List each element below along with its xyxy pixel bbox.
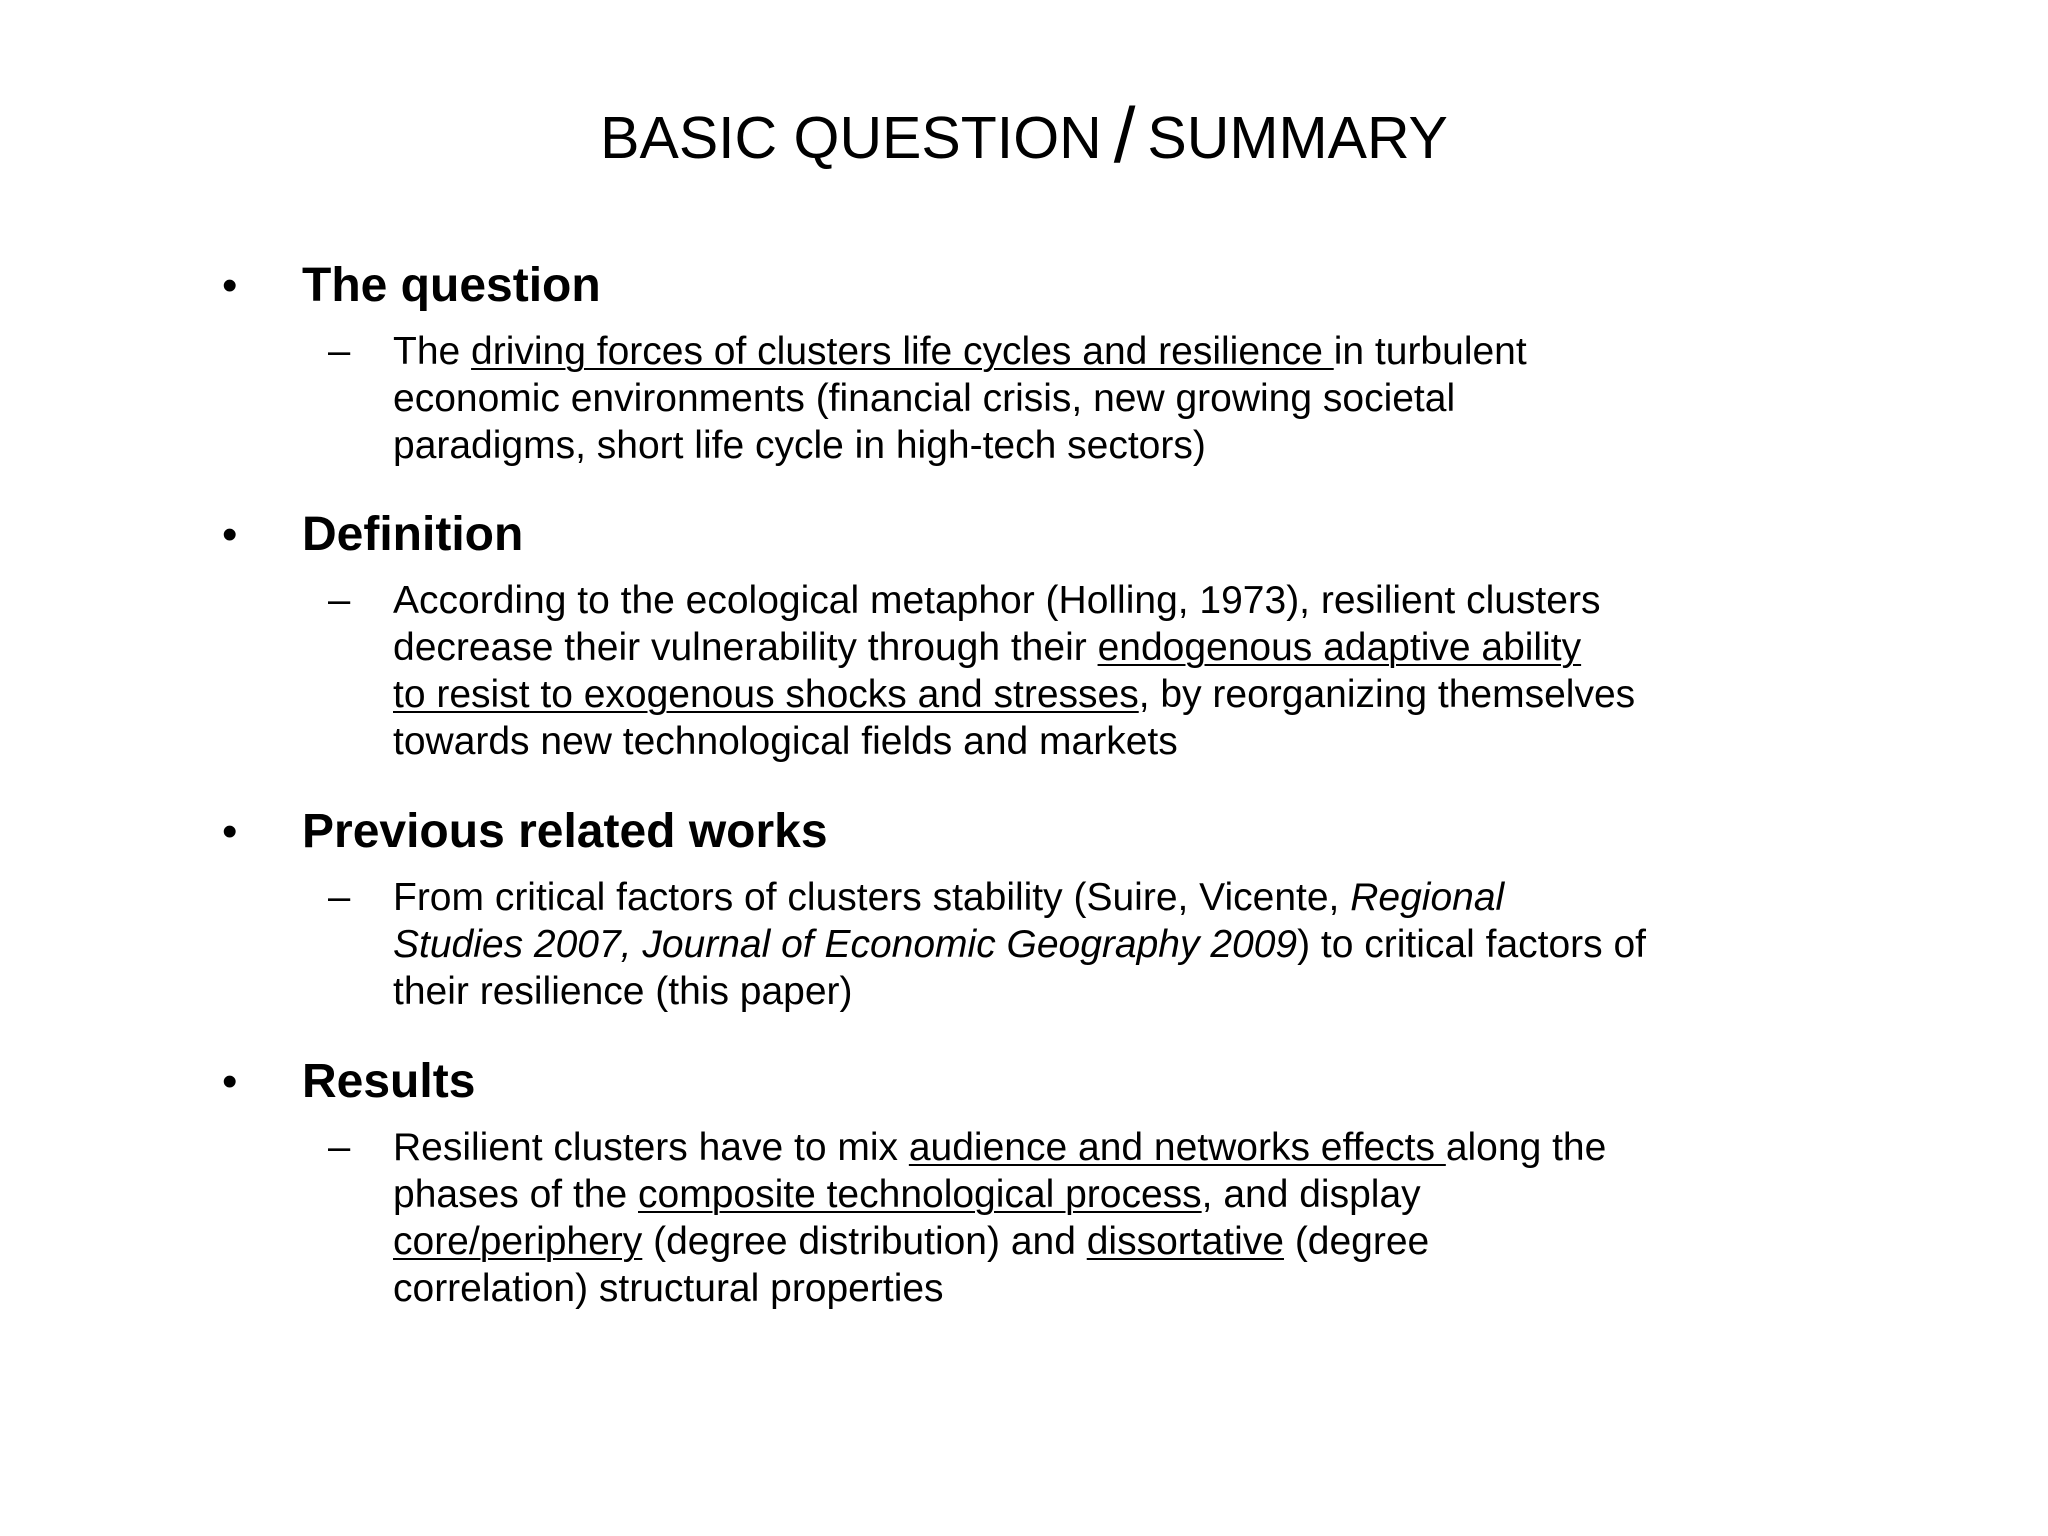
body-line: towards new technological fields and markets bbox=[393, 720, 1178, 763]
body-line: According to the ecological metaphor (Holling, 1973), resilient clusters bbox=[393, 579, 1601, 622]
dash-icon: – bbox=[328, 1125, 351, 1169]
body-line bbox=[393, 328, 1843, 375]
section-heading-results: Results bbox=[302, 1055, 476, 1108]
bullet-icon: • bbox=[222, 261, 238, 310]
text-run: along the bbox=[1445, 1126, 1607, 1169]
body-line bbox=[393, 671, 1843, 718]
body-line bbox=[393, 1171, 1843, 1218]
underlined-text: dissortative bbox=[1086, 1220, 1284, 1263]
slide-title-slash: / bbox=[1113, 91, 1136, 179]
underlined-text: to resist to exogenous shocks and stresses bbox=[393, 673, 1139, 716]
underlined-text: endogenous adaptive ability bbox=[1097, 626, 1582, 669]
underlined-text: composite technological process bbox=[638, 1173, 1202, 1216]
section-body-question bbox=[393, 328, 1843, 469]
slide-title bbox=[0, 92, 2048, 181]
underlined-text: driving forces of clusters life cycles and resilience bbox=[471, 330, 1334, 373]
text-run: in turbulent bbox=[1333, 330, 1527, 373]
dash-icon: – bbox=[328, 578, 351, 622]
body-line bbox=[393, 1218, 1843, 1265]
text-run: The bbox=[393, 330, 472, 373]
section-body-definition bbox=[393, 577, 1843, 765]
slide-title-part2: SUMMARY bbox=[1147, 105, 1448, 171]
underlined-text: audience and networks effects bbox=[908, 1126, 1446, 1169]
body-line: economic environments (financial crisis, new growing societal bbox=[393, 377, 1456, 420]
body-line bbox=[393, 921, 1843, 968]
body-line bbox=[393, 1124, 1843, 1171]
bullet-icon: • bbox=[222, 807, 238, 856]
text-run: Resilient clusters have to mix bbox=[393, 1126, 909, 1169]
body-line: correlation) structural properties bbox=[393, 1267, 944, 1310]
section-heading-question: The question bbox=[302, 259, 601, 312]
bullet-icon: • bbox=[222, 510, 238, 559]
dash-icon: – bbox=[328, 875, 351, 919]
body-line: their resilience (this paper) bbox=[393, 970, 853, 1013]
italic-text: Regional bbox=[1350, 876, 1505, 919]
section-body-results bbox=[393, 1124, 1843, 1312]
bullet-icon: • bbox=[222, 1057, 238, 1106]
text-run: ) to critical factors of bbox=[1297, 923, 1647, 966]
underlined-text: core/periphery bbox=[393, 1220, 643, 1263]
text-run: , by reorganizing themselves bbox=[1138, 673, 1636, 716]
text-run: , and display bbox=[1201, 1173, 1421, 1216]
body-line bbox=[393, 624, 1843, 671]
section-body-previous-works bbox=[393, 874, 1843, 1015]
section-heading-previous-works: Previous related works bbox=[302, 805, 828, 858]
text-run: phases of the bbox=[393, 1173, 639, 1216]
slide-title-part1: BASIC QUESTION bbox=[600, 105, 1102, 171]
text-run: From critical factors of clusters stability (Suire, Vicente, bbox=[393, 876, 1351, 919]
section-heading-definition: Definition bbox=[302, 508, 524, 561]
text-run: (degree bbox=[1283, 1220, 1430, 1263]
text-run: decrease their vulnerability through their bbox=[393, 626, 1098, 669]
text-run: (degree distribution) and bbox=[642, 1220, 1087, 1263]
italic-text: Studies 2007, Journal of Economic Geography 2009 bbox=[393, 923, 1298, 966]
dash-icon: – bbox=[328, 329, 351, 373]
body-line bbox=[393, 874, 1843, 921]
body-line: paradigms, short life cycle in high-tech sectors) bbox=[393, 424, 1206, 467]
